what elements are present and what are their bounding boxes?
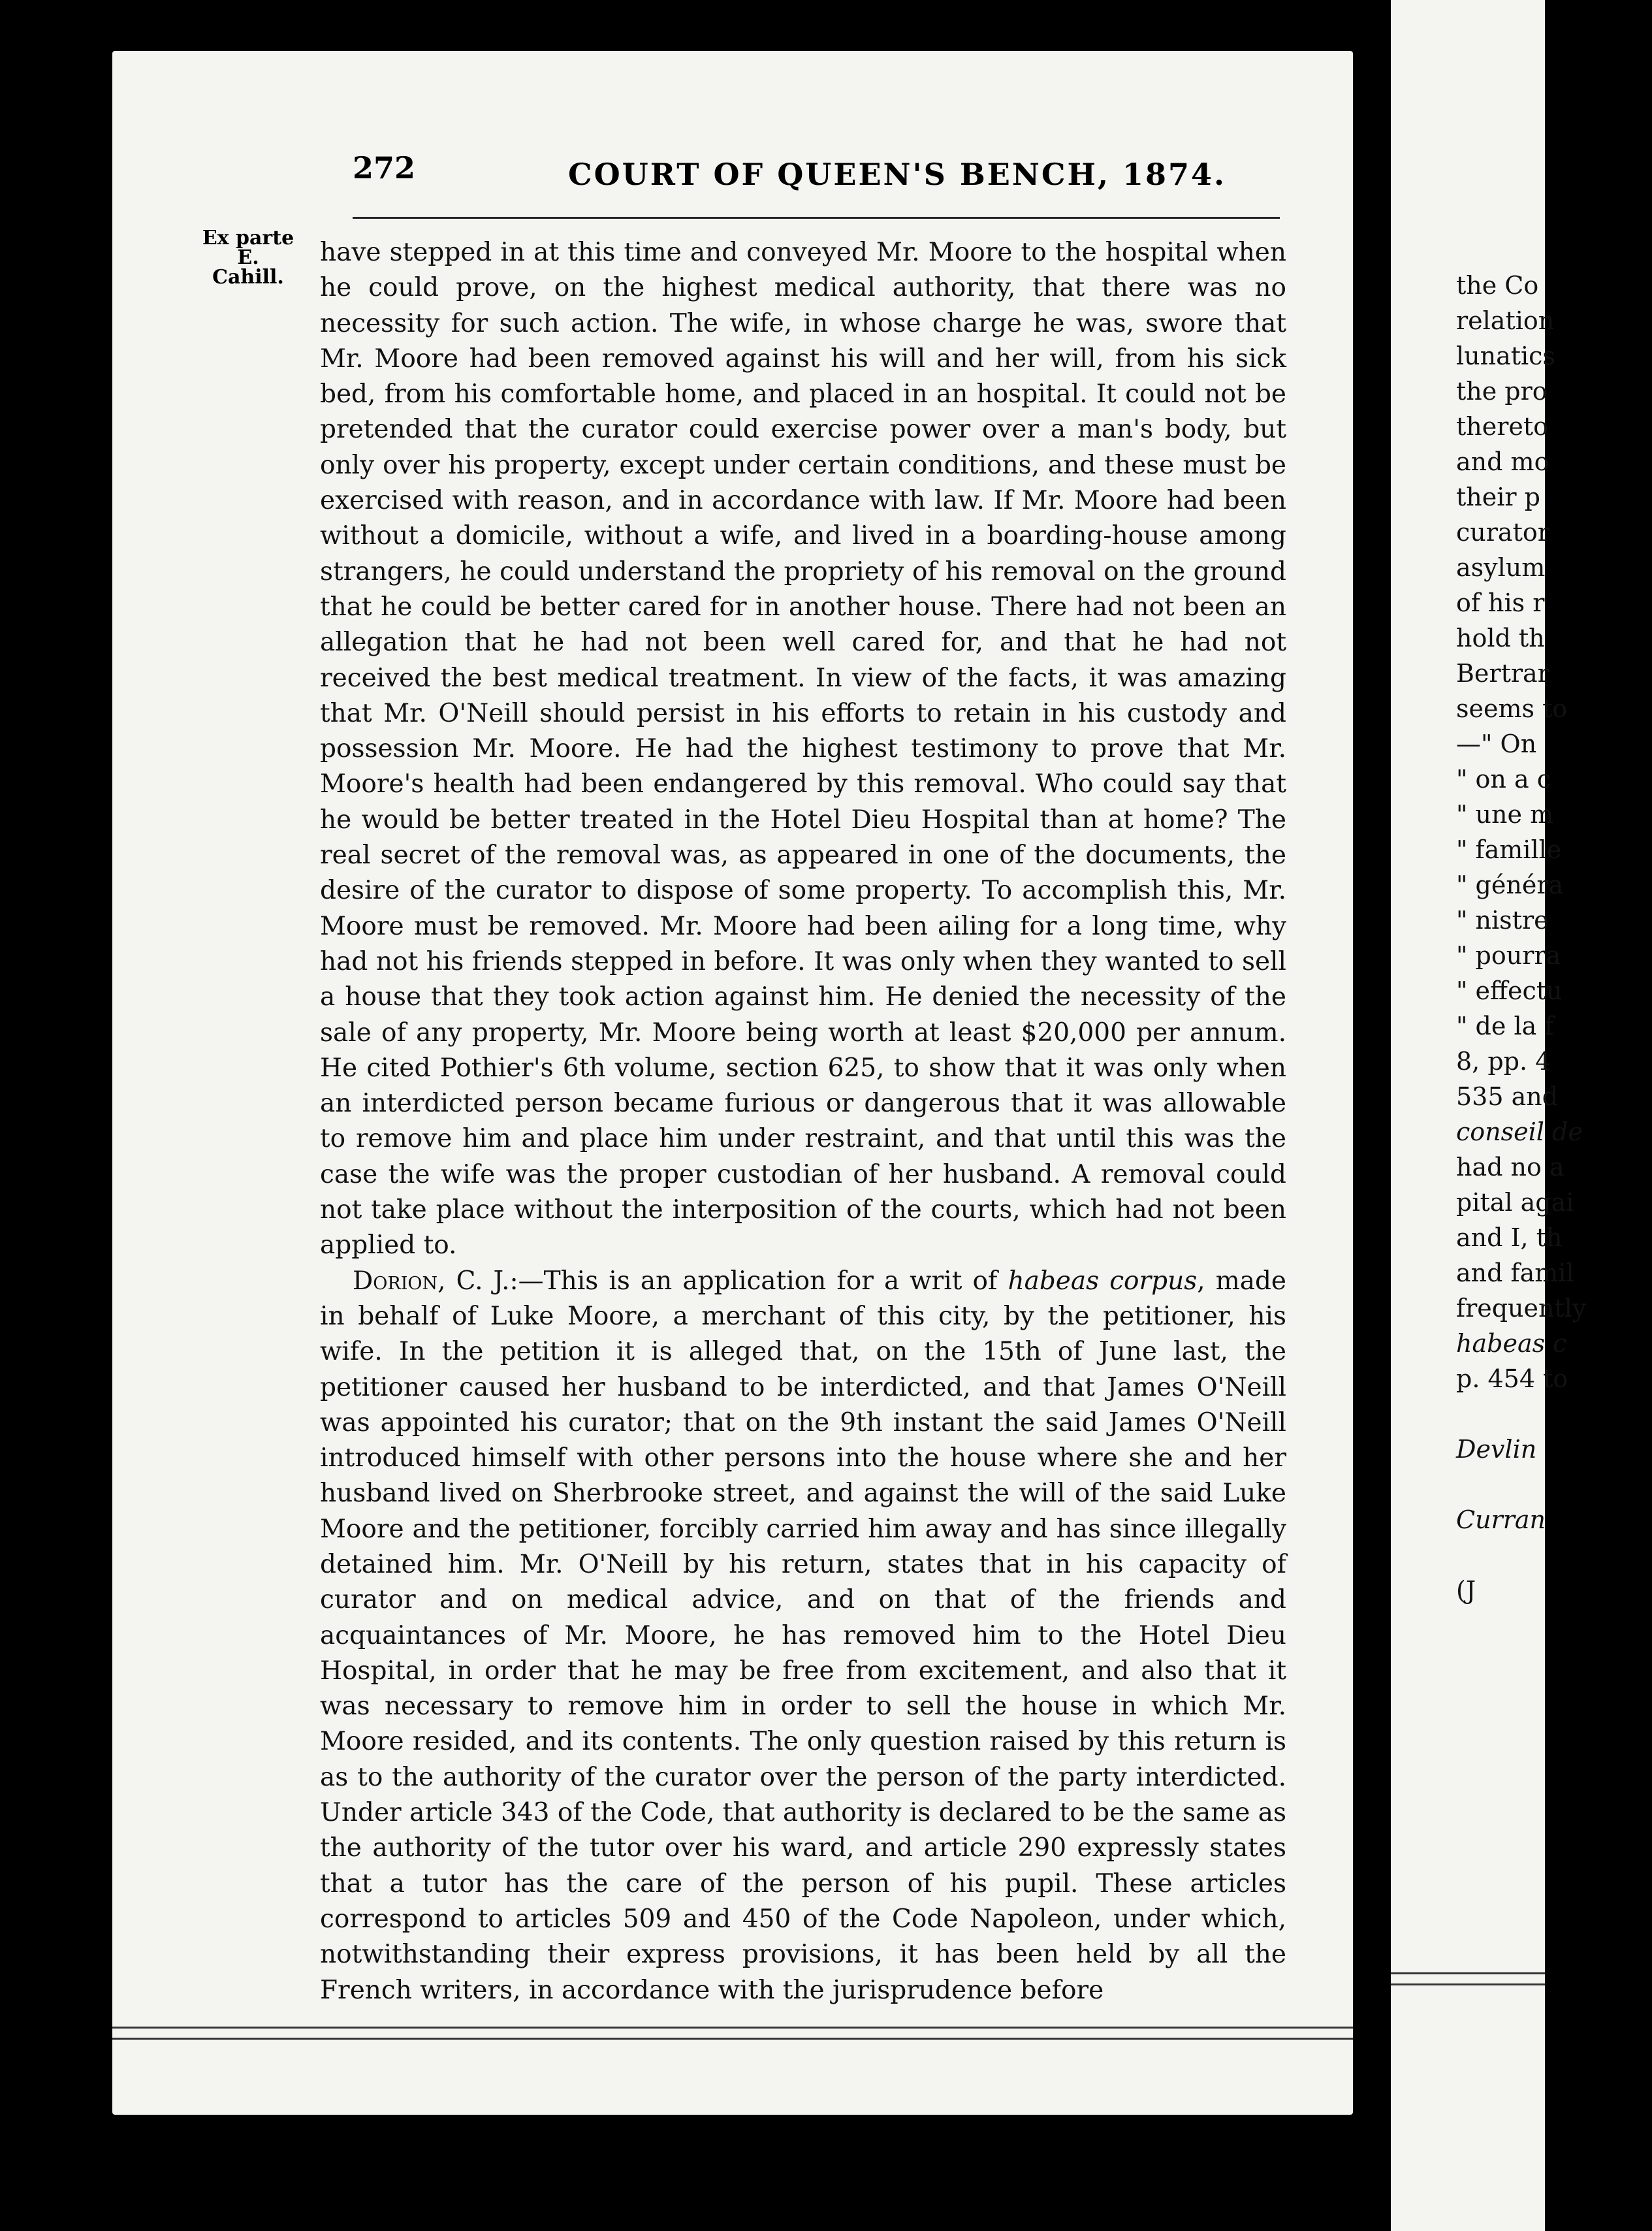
right-page-line: " nistre (1456, 906, 1549, 935)
right-page-line: Bertrar (1456, 659, 1549, 688)
right-page-line: —" On (1456, 730, 1537, 758)
right-page-line (1456, 1537, 1652, 1573)
right-page-line: " de la f (1456, 1012, 1554, 1040)
right-page-line: " on a c (1456, 765, 1551, 794)
right-page-line: and famil (1456, 1259, 1574, 1287)
margin-note: Ex parte E. Cahill. (202, 227, 294, 289)
right-page-line: hold th (1456, 624, 1545, 652)
right-page-line: Devlin (1456, 1435, 1537, 1464)
right-page-lines (1456, 268, 1652, 1608)
right-page-line: " pourra (1456, 941, 1561, 970)
page-bottom-border (112, 2027, 1353, 2040)
right-page-line: conseil de (1456, 1117, 1583, 1146)
right-page-line: had no a (1456, 1153, 1565, 1181)
paragraph-argument: have stepped in at this time and conveyed Mr. Moore to the hospital when he could prove, on the highest medical authority, that there was no necessity for such action. The wife, in whose charge he was, swore that Mr. Moore had been removed against his will and her will, from his sick bed, from his comfortable home, and placed in an hospital. It could not be pretended that the curator could exercise power over a man's body, but only over his property, except under certain conditions, and these must be exercised with reason, and in accordance with law. If Mr. Moore had been without a domicile, without a wife, and lived in a boarding-house among strangers, he could understand the propriety of his removal on the ground that he could be better cared for in another house. There had not been an allegation that he had not been well cared for, and that he had not received the best medical treatment. In view of the facts, it was amazing that Mr. O'Neill should persist in his efforts to retain in his custody and possession Mr. Moore. He had the highest testimony to prove that Mr. Moore's health had been endangered by this removal. Who could say that he would be better treated in the Hotel Dieu Hospital than at home? The real secret of the removal was, as appeared in one of the documents, the desire of the curator to dispose of some property. To accomplish this, Mr. Moore must be removed. Mr. Moore had been ailing for a long time, why had not his friends stepped in before. It was only when they wanted to sell a house that they took action against him. He denied the necessity of the sale of any property, Mr. Moore being worth at least $20,000 per annum. He cited Pothier's 6th volume, section 625, to show that it was only when an interdicted person became furious or dangerous that it was allowable to remove him and place him under restraint, and that until this was the case the wife was the proper custodian of her husband. A removal could not take place without the interposition of the courts, which had not been applied to. (320, 238, 1286, 1260)
right-page-line: and I, th (1456, 1223, 1563, 1252)
right-page-line: frequently (1456, 1294, 1587, 1323)
right-page-line: p. 454 to (1456, 1364, 1568, 1393)
right-page-line: thereto (1456, 412, 1549, 441)
judgment-text: , made in behalf of Luke Moore, a merchant of this city, by the petitioner, his wife. In the petition it is alleged that, on the 15th of June last, the petitioner caused her husband to be interdicted, and that James O'Neill was appointed his curator; that on the 9th instant the said James O'Neill introduced himself with other persons into the house where she and her husband lived on Sherbrooke street, and against the will of the said Luke Moore and the petitioner, forcibly carried him away and has since illegally detained him. Mr. O'Neill by his return, states that in his capacity of curator and on medical advice, and on that of the friends and acquaintances of Mr. Moore, he has removed him to the Hotel Dieu Hospital, in order that he may be free from excitement, and also that it was necessary to remove him in order to sell the house in which Mr. Moore resided, and its contents. The only question raised by this return is as to the authority of the curator over the person of the party interdicted. Under article 343 of the Code, that authority is declared to be the same as the authority of the tutor over his ward, and article 290 expressly states that a tutor has the care of the person of his pupil. These articles correspond to articles 509 and 450 of the Code Napoleon, under which, notwithstanding their express provisions, it has been held by all the French writers, in accordance with the jurisprudence before (320, 1266, 1287, 2005)
page-header (353, 144, 1280, 202)
right-page-line: their p (1456, 483, 1540, 511)
right-page-line: and mo (1456, 447, 1549, 476)
right-page-line: pital agai (1456, 1188, 1574, 1217)
habeas-corpus-term: habeas corpus (1008, 1266, 1198, 1296)
right-page-line: (J (1456, 1576, 1476, 1605)
right-page-line: curator (1456, 518, 1549, 547)
right-page-line: " effectu (1456, 976, 1563, 1005)
right-page-line: Curran (1456, 1505, 1546, 1534)
right-page-line: " famille (1456, 835, 1562, 864)
right-page-line: habeas c (1456, 1329, 1567, 1358)
judge-name: Dorion, C. J. (353, 1266, 510, 1296)
right-page-line: " généra (1456, 871, 1564, 899)
right-page-fragment (1391, 0, 1587, 2231)
right-page-line: 8, pp. 4 (1456, 1047, 1551, 1076)
right-page-line: asylum (1456, 553, 1546, 582)
paragraph-judgment (320, 1264, 1286, 2008)
judgment-intro: :—This is an application for a writ of (509, 1266, 1008, 1296)
right-page-line (1456, 1396, 1652, 1432)
right-page-bottom-border (1391, 1972, 1545, 1985)
right-page-line: seems to (1456, 694, 1568, 723)
right-page-line: of his r (1456, 588, 1545, 617)
right-page-line: " une m (1456, 800, 1554, 829)
right-page-line: relation (1456, 306, 1555, 335)
right-page-line: the Co (1456, 271, 1539, 300)
right-page-line (1456, 1467, 1652, 1502)
body-text (320, 235, 1286, 2008)
running-title: COURT OF QUEEN'S BENCH, 1874. (568, 157, 1227, 192)
page-number: 272 (353, 150, 416, 185)
header-rule (353, 217, 1280, 219)
right-page-line: 535 and (1456, 1082, 1559, 1111)
right-page-line: lunatics (1456, 342, 1555, 370)
right-page-line: the pro (1456, 377, 1548, 406)
